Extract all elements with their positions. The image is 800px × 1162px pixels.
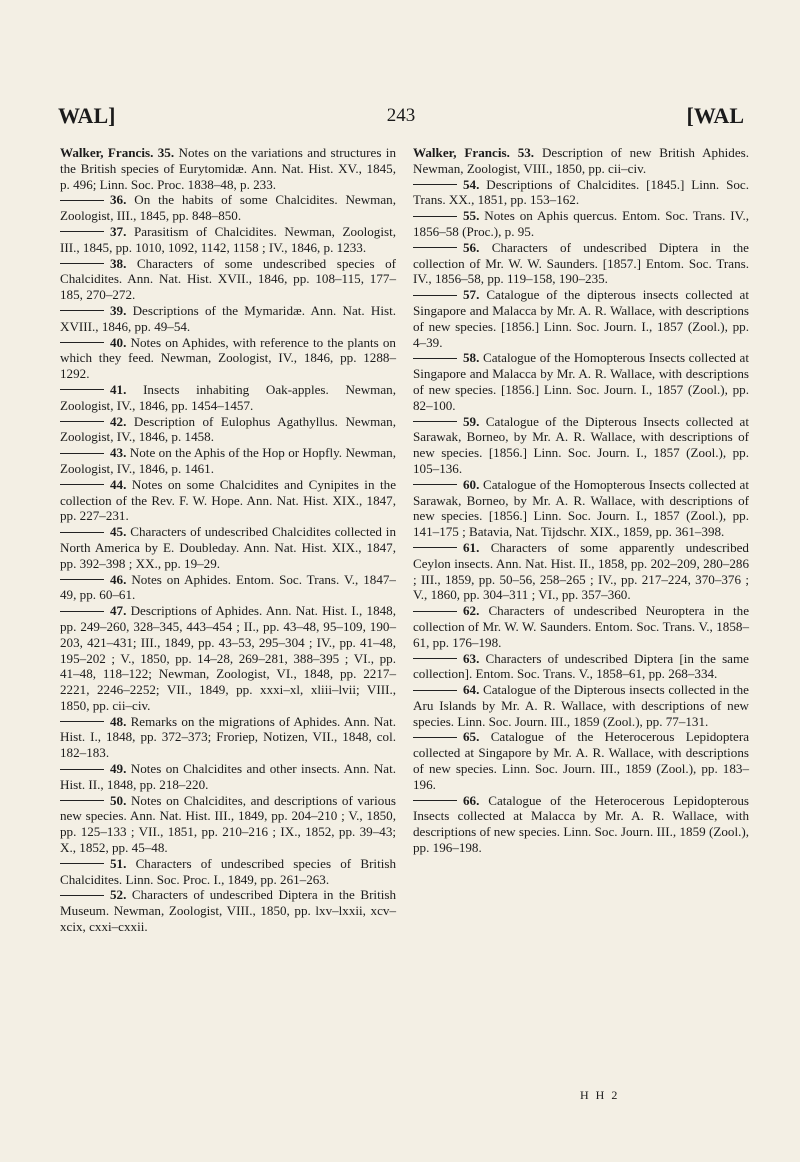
bibliography-entry: [60, 887, 396, 934]
ditto-rule: [413, 421, 457, 422]
entry-number: 35.: [157, 145, 175, 160]
entry-text: Parasitism of Chalcidites. Newman, Zoologist, III., 1845, pp. 1010, 1092, 1142, 1158 ; IV., 1846, p. 1233.: [60, 223, 396, 255]
ditto-rule: [60, 231, 104, 232]
entry-text: Description of new British Aphides. Newman, Zoologist, VIII., 1850, pp. cii–civ.: [413, 145, 749, 176]
bibliography-entry: [60, 572, 396, 604]
entry-text: Characters of undescribed Diptera [in the same collection]. Entom. Soc. Trans. V., 1858–61, pp. 268–334.: [413, 650, 749, 682]
entry-text: Characters of undescribed species of British Chalcidites. Linn. Soc. Proc. I., 1849, pp. 261–263.: [60, 855, 396, 887]
bibliography-entry: [413, 603, 749, 650]
entry-number: 39.: [110, 302, 127, 318]
ditto-rule: [60, 769, 104, 770]
page-number: 243: [386, 105, 416, 126]
bibliography-entry: [60, 224, 396, 256]
entry-number: 41.: [110, 381, 127, 397]
entry-text: Notes on some Chalcidites and Cynipites in the collection of the Rev. F. W. Hope. Ann. Nat. Hist. XIX., 1847, pp. 227–231.: [60, 476, 397, 524]
ditto-rule: [60, 579, 104, 580]
running-header: [58, 103, 744, 129]
bibliography-entry: [413, 177, 749, 209]
entry-number: 42.: [110, 413, 127, 429]
ditto-rule: [413, 611, 457, 612]
entry-number: 50.: [110, 792, 127, 808]
entry-number: 60.: [463, 476, 480, 492]
bibliography-entry: [60, 303, 396, 335]
bibliography-entry: [413, 414, 749, 477]
ditto-rule: [413, 216, 457, 217]
entry-number: 53.: [517, 145, 535, 160]
bibliography-entry: [413, 145, 749, 177]
entry-text: Catalogue of the Dipterous insects collected in the Aru Islands by Mr. A. R. Wallace, with descriptions of new species. Linn. Soc. Journ. III., 1859 (Zool.), pp. 77–131.: [413, 682, 749, 729]
ditto-rule: [60, 389, 104, 390]
ditto-rule: [413, 484, 457, 485]
entry-number: 63.: [463, 650, 480, 666]
entry-text: Catalogue of the dipterous insects collected at Singapore and Malacca by Mr. A. R. Wallace, with descriptions of new species. [1856.] Linn. Soc. Journ. I., 1857 (Zool.), pp. 4–39.: [413, 287, 749, 350]
entry-author: Walker, Francis.: [413, 145, 510, 160]
entry-number: 46.: [110, 571, 127, 587]
entry-number: 65.: [463, 729, 480, 745]
left-column: [60, 145, 396, 935]
bibliography-entry: [60, 856, 396, 888]
bibliography-entry: [413, 208, 749, 240]
entry-text: Descriptions of the Mymaridæ. Ann. Nat. Hist. XVIII., 1846, pp. 49–54.: [60, 302, 396, 334]
entry-text: Descriptions of Chalcidites. [1845.] Linn. Soc. Trans. XX., 1851, pp. 153–162.: [413, 176, 749, 208]
entry-number: 51.: [110, 855, 127, 871]
entry-text: Insects inhabiting Oak-apples. Newman, Zoologist, IV., 1846, pp. 1454–1457.: [60, 381, 396, 413]
ditto-rule: [60, 800, 104, 801]
ditto-rule: [60, 310, 104, 311]
bibliography-entry: [60, 192, 396, 224]
ditto-rule: [60, 453, 104, 454]
entry-number: 36.: [110, 192, 127, 208]
entry-number: 55.: [463, 208, 480, 224]
bibliography-entry: [413, 651, 749, 683]
ditto-rule: [413, 184, 457, 185]
entry-text: On the habits of some Chalcidites. Newman, Zoologist, III., 1845, pp. 848–850.: [60, 192, 396, 224]
header-right-catchword: [WAL: [686, 103, 744, 128]
bibliography-entry: [413, 240, 749, 287]
ditto-rule: [413, 737, 457, 738]
entry-text: Catalogue of the Dipterous Insects collected at Sarawak, Borneo, by Mr. A. R. Wallace, with descriptions of new species. [1856.] Linn. Soc. Journ. I., 1857 (Zool.), pp. 105–136.: [413, 413, 749, 476]
bibliography-entry: [60, 335, 396, 382]
ditto-rule: [60, 721, 104, 722]
entry-number: 44.: [110, 476, 127, 492]
ditto-rule: [60, 895, 104, 896]
entry-number: 61.: [463, 539, 480, 555]
entry-text: Characters of undescribed Diptera in the collection of Mr. W. W. Saunders. [1857.] Entom. Soc. Trans. IV., 1856–58, pp. 119–158, 190–235.: [413, 239, 749, 287]
entry-text: Characters of undescribed Chalcidites collected in North America by E. Doubleday. Ann. Nat. Hist. XIX., 1847, pp. 392–398 ; XX., pp. 19–29.: [60, 524, 396, 571]
bibliography-entry: [60, 414, 396, 446]
entry-text: Catalogue of the Homopterous Insects collected at Singapore and Malacca by Mr. A. R. Wallace, with descriptions of new species. [1856.] Linn. Soc. Journ. I., 1857 (Zool.), pp. 82–100.: [413, 350, 749, 413]
entry-text: Characters of undescribed Diptera in the British Museum. Newman, Zoologist, VIII., 1850, pp. lxv–lxxii, xcv–xcix, cxxi–cxxii.: [60, 887, 396, 935]
entry-number: 37.: [110, 223, 127, 239]
entry-author: Walker, Francis.: [60, 145, 154, 160]
entry-text: Remarks on the migrations of Aphides. Ann. Nat. Hist. I., 1848, pp. 372–373; Froriep, Notizen, VII., 1848, col. 182–183.: [60, 713, 396, 761]
bibliography-entry: [60, 761, 396, 793]
entry-number: 49.: [110, 761, 127, 777]
entry-text: Notes on Chalcidites, and descriptions of various new species. Ann. Nat. Hist. III., 1849, pp. 204–210 ; V., 1850, pp. 125–133 ; VII., 1851, pp. 210–216 ; IX., 1852, pp. 39–43; X., 1852, pp. 45–48.: [60, 792, 396, 856]
bibliography-entry: [413, 682, 749, 729]
bibliography-entry: [60, 145, 396, 192]
entry-text: Description of Eulophus Agathyllus. Newman, Zoologist, IV., 1846, p. 1458.: [60, 413, 396, 445]
bibliography-entry: [413, 793, 749, 856]
entry-text: Descriptions of Aphides. Ann. Nat. Hist. I., 1848, pp. 249–260, 328–345, 443–454 ; II., pp. 43–48, 95–109, 190–203, 421–431; III., 1849, pp. 43–53, 295–304 ; IV., pp. 41–48, 195–202 ; V., 1850, pp. 14–28, 269–281, 388–395 ; VI., pp. 41–48, 118–122; Newman, Zoologist, VI., 1848, pp. 2217–2221, 2246–2252; VII., 1849, pp. xxxi–xl, xliii–lvii; VIII., 1850, pp. cii–civ.: [60, 603, 396, 713]
ditto-rule: [60, 263, 104, 264]
entry-text: Notes on Aphides. Entom. Soc. Trans. V., 1847–49, pp. 60–61.: [60, 571, 396, 603]
entry-number: 54.: [463, 176, 480, 192]
entry-text: Notes on Aphides, with reference to the plants on which they feed. Newman, Zoologist, IV., 1846, pp. 1288–1292.: [60, 334, 396, 382]
entry-text: Notes on Chalcidites and other insects. Ann. Nat. Hist. II., 1848, pp. 218–220.: [60, 761, 396, 792]
entry-text: Notes on the variations and structures in the British species of Eurytomidæ. Ann. Nat. Hist. XV., 1845, p. 496; Linn. Soc. Proc. 1838–48, p. 233.: [60, 145, 396, 192]
ditto-rule: [413, 690, 457, 691]
entry-number: 62.: [463, 603, 480, 619]
bibliography-entry: [60, 524, 396, 571]
entry-text: Characters of some apparently undescribed Ceylon insects. Ann. Nat. Hist. II., 1858, pp. 202–209, 280–286 ; III., 1859, pp. 50–56, 258–265 ; IV., pp. 217–224, 370–376 ; V., 1860, pp. 304–311 ; VI., pp. 357–360.: [413, 539, 749, 603]
bibliography-entry: [60, 603, 396, 714]
entry-number: 40.: [110, 334, 127, 350]
entry-number: 52.: [110, 887, 127, 903]
header-left-catchword: WAL]: [58, 103, 116, 128]
entry-number: 47.: [110, 603, 127, 619]
entry-text: Catalogue of the Heterocerous Lepidoptera collected at Singapore by Mr. A. R. Wallace, with descriptions of new species. Linn. Soc. Journ. III., 1859 (Zool.), pp. 183–196.: [413, 729, 750, 792]
entry-number: 38.: [110, 255, 127, 271]
entry-number: 48.: [110, 713, 127, 729]
ditto-rule: [413, 295, 457, 296]
bibliography-entry: [413, 729, 749, 792]
signature-mark: H H 2: [580, 1088, 620, 1102]
ditto-rule: [413, 247, 457, 248]
entry-text: Note on the Aphis of the Hop or Hopfly. Newman, Zoologist, IV., 1846, p. 1461.: [60, 445, 397, 476]
ditto-rule: [413, 358, 457, 359]
entry-number: 64.: [463, 682, 480, 698]
ditto-rule: [60, 532, 104, 533]
ditto-rule: [413, 658, 457, 659]
entry-text: Characters of undescribed Neuroptera in the collection of Mr. W. W. Saunders. Entom. Soc. Trans. V., 1858–61, pp. 176–198.: [413, 603, 750, 650]
ditto-rule: [60, 863, 104, 864]
ditto-rule: [60, 484, 104, 485]
bibliography-entry: [60, 477, 396, 524]
bibliography-entry: [60, 714, 396, 761]
entry-text: Catalogue of the Heterocerous Lepidopterous Insects collected at Malacca by Mr. A. R. Wallace, with descriptions of new species. Linn. Soc. Journ. III., 1859 (Zool.), pp. 196–198.: [413, 792, 749, 856]
ditto-rule: [60, 200, 104, 201]
entry-number: 56.: [463, 239, 480, 255]
bibliography-entry: [60, 256, 396, 303]
entry-number: 59.: [463, 413, 480, 429]
entry-text: Catalogue of the Homopterous Insects collected at Sarawak, Borneo, by Mr. A. R. Wallace, with descriptions of new species. [1856.] Linn. Soc. Journ. I., 1857 (Zool.), pp. 141–175 ; Batavia, Nat. Tijdschr. XIX., 1859, pp. 361–398.: [413, 476, 749, 540]
bibliography-entry: [60, 382, 396, 414]
right-column: [413, 145, 749, 856]
entry-text: Notes on Aphis quercus. Entom. Soc. Trans. IV., 1856–58 (Proc.), p. 95.: [413, 208, 749, 239]
entry-text: Characters of some undescribed species of Chalcidites. Ann. Nat. Hist. XVII., 1846, pp. 108–115, 177–185, 270–272.: [60, 255, 396, 303]
bibliography-entry: [413, 287, 749, 350]
entry-number: 58.: [463, 350, 480, 366]
entry-number: 45.: [110, 524, 127, 540]
bibliography-entry: [413, 540, 749, 603]
ditto-rule: [60, 421, 104, 422]
entry-number: 43.: [110, 445, 127, 461]
bibliography-entry: [413, 477, 749, 540]
bibliography-entry: [60, 445, 396, 477]
ditto-rule: [413, 800, 457, 801]
entry-number: 57.: [463, 287, 480, 303]
entry-number: 66.: [463, 792, 480, 808]
ditto-rule: [60, 342, 104, 343]
bibliography-entry: [413, 350, 749, 413]
bibliography-entry: [60, 793, 396, 856]
ditto-rule: [60, 611, 104, 612]
ditto-rule: [413, 547, 457, 548]
